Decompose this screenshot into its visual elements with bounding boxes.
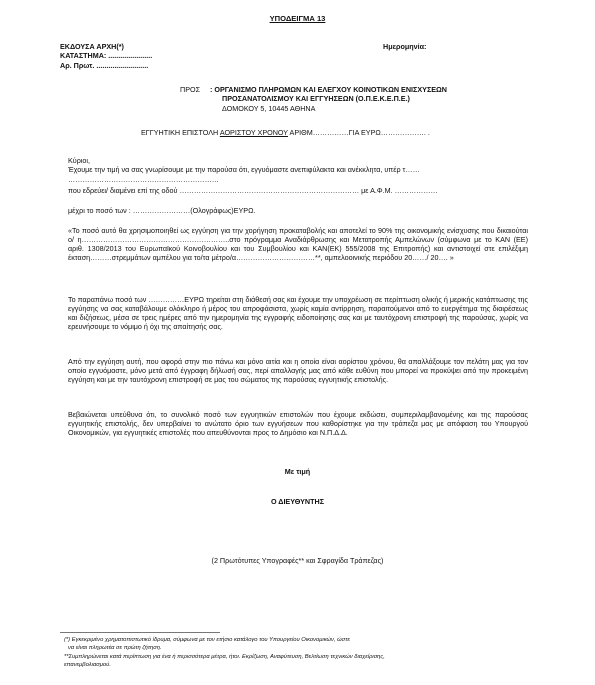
footnote-2: **Συμπληρώνεται κατά περίπτωση για ένα ή περισσότερα μέτρα, ήτοι. Εκρίζωση, Αναφύτευση, Βελτίωση τεχνικών διαχείρισης, (64, 654, 385, 660)
branch-label: ΚΑΤΑΣΤΗΜΑ: ...................... (60, 51, 153, 60)
total-amount-certification-paragraph: Βεβαιώνεται υπεύθυνα ότι, το συνολικό ποσό των εγγυητικών επιστολών που έχουμε εκδώσει, συμπεριλαμβανομένης και της παρούσας εγγυητικής επιστολής, δεν υπερβαίνει το ανώτατο όριο των εγγυήσεων που καθορίστηκε για την τράπεζα μας με απόφαση του Υπουργού Οικονομικών, για εγγυητικές επιστολές που απευθύνονται προς το Δημόσιο και Ν.Π.Δ.Δ. (68, 410, 528, 437)
advance-payment-clause: «Το ποσό αυτό θα χρησιμοποιηθεί ως εγγύηση για την χορήγηση προκαταβολής και αποτελεί το 90% της οικονομικής ενίσχυσης που δικαιούται ο/ η……………………………………………………..στο πρόγραμμα Αναδιάρθρωσης και Μετατροπής Αμπελώνων (σύμφωνα με το ΚΑΝ (ΕΕ) αριθ. 1308/2013 του Ευρωπαϊκού Κοινοβουλίου και του Συμβουλίου και ΚΑΝ(ΕΚ) 555/2008 της Επιτροπής) και αντιστοιχεί στε επιλέξιμη έκταση………στρεμμάτων αμπέλου για τo/τα μέτρο/α……………………………**, αμπελοοινικής περιόδου 20……/ 20…. » (68, 226, 528, 262)
recipient-line-2: ΠΡΟΣΑΝΑΤΟΛΙΣΜΟΥ ΚΑΙ ΕΓΓΥΗΣΕΩΝ (Ο.Π.Ε.Κ.Ε.Π.Ε.) (222, 94, 410, 103)
signature-note: (2 Πρωτότυπες Υπογραφές** και Σφραγίδα Τράπεζας) (211, 556, 384, 565)
closing-regards: Με τιμή (284, 467, 311, 476)
recipient-line-1: : ΟΡΓΑΝΙΣΜΟ ΠΛΗΡΩΜΩΝ ΚΑΙ ΕΛΕΓΧΟΥ ΚΟΙΝΟΤΙΚΩΝ ΕΝΙΣΧΥΣΕΩΝ (210, 85, 447, 94)
release-conditions-paragraph: Από την εγγύηση αυτή, που αφορά στην πιο πάνω και μόνο αιτία και η οποία είναι αορίστου χρόνου, θα απαλλάξουμε τον πελάτη μας για τον οποίο εγγυόμαστε, μόνο μετά από έγγραφη δήλωσή σας, περί απαλλαγής μας από κάθε ευθύνη που μπορεί να προκύψει από την προκειμένη εγγύηση και με την ταυτόχρονη επιστροφή σε μας του σώματος της παρούσας εγγυητικής επιστολής. (68, 357, 528, 384)
subject-prefix: ΕΓΓΥΗΤΙΚΗ ΕΠΙΣΤΟΛΗ (141, 128, 220, 137)
subject-indefinite-term: ΑΟΡΙΣΤΟΥ ΧΡΟΝΟΥ (219, 128, 288, 137)
footnote-divider (60, 632, 220, 633)
recipient-prefix: ΠΡΟΣ (180, 85, 201, 94)
subject-line (141, 128, 430, 137)
payment-obligation-paragraph: Το παραπάνω ποσό των ……………ΕΥΡΩ τηρείται στη διάθεσή σας και έχουμε την υποχρέωση σε περίπτωση ολικής ή μερικής κατάπτωσης της εγγύησης να σας καταβάλουμε ολόκληρο ή μέρος του απροφάσιστα, χωρίς καμία αντίρρηση, παραιτούμενοι από το ευεργέτημα της διαιρέσεως και διζήσεως, μέσα σε τρεις ημέρες από την ημερομηνία της εγγραφής ειδοποίησης σας και με ταυτόχρονη επιστροφή της παρούσας, χωρίς να ερευνήσουμε το νόμιμο ή όχι της απαίτησής σας. (68, 295, 528, 331)
guarantee-intro-line-2: που εδρεύει/ διαμένει επί της οδού ………………………………………………………………… με Α.Φ.Μ. ……………… (68, 186, 438, 195)
footnote-1-continuation: να είναι πληρωτέα σε πρώτη ζήτηση. (68, 645, 162, 651)
guarantee-intro-line-1-continuation: ……………………………………………………… (68, 175, 219, 184)
footnote-1: (*) Εγκεκριμένο χρηματοπιστωτικό ίδρυμα, σύμφωνα με τον ετήσιο κατάλογο του Υπουργείου Οικονομικών, ώστε (64, 637, 350, 643)
protocol-number-label: Αρ. Πρωτ. .......................... (60, 61, 149, 70)
document-title: ΥΠΟΔΕΙΓΜΑ 13 (269, 14, 326, 23)
signatory-role: Ο ΔΙΕΥΘΥΝΤΗΣ (270, 497, 325, 506)
footnote-2-continuation: επανεμβολιασμού. (64, 662, 111, 668)
recipient-address: ΔΟΜΟΚΟΥ 5, 10445 ΑΘΗΝΑ (222, 104, 316, 113)
subject-suffix: ΑΡΙΘΜ……………ΓΙΑ ΕΥΡΩ………………. . (287, 128, 430, 137)
date-label: Ημερομηνία: (383, 42, 427, 51)
guarantee-intro-line-1: Έχουμε την τιμή να σας γνωρίσουμε με την παρούσα ότι, εγγυόμαστε ανεπιφύλακτα και ανέκκλητα, υπέρ τ…… (68, 165, 420, 174)
salutation: Κύριοι, (68, 156, 91, 165)
issuing-authority-label: ΕΚΔΟΥΣΑ ΑΡΧΗ(*) (60, 42, 124, 51)
guarantee-intro-line-3: μέχρι το ποσό των : ……………………(Ολογράφως)ΕΥΡΩ. (68, 206, 256, 215)
